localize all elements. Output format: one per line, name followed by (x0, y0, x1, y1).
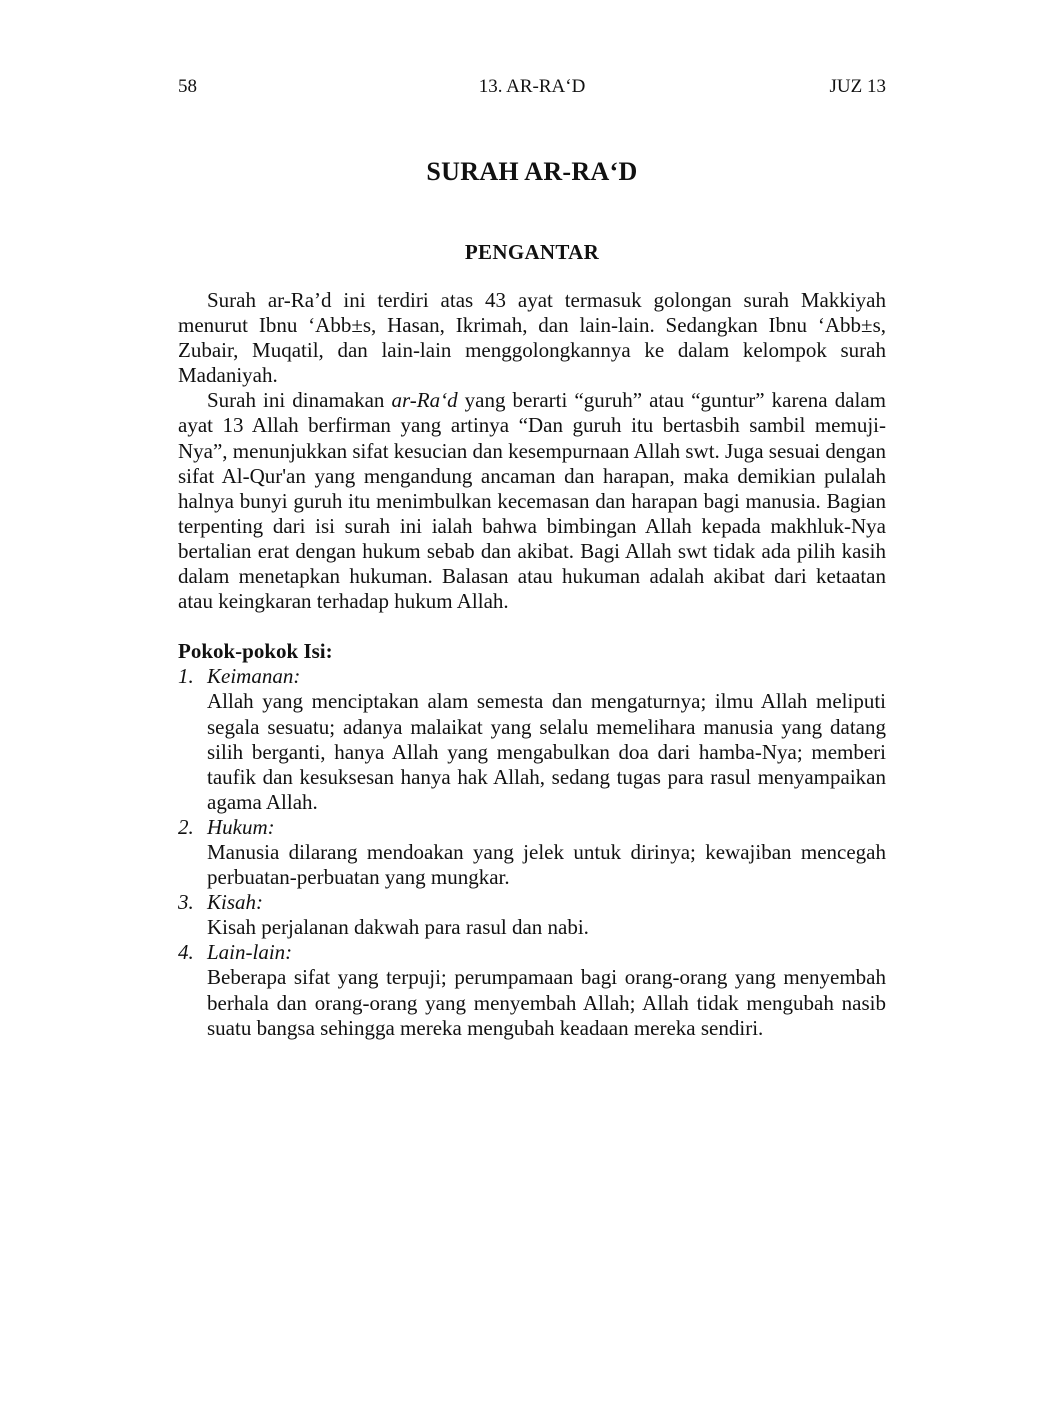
points-heading: Pokok-pokok Isi: (178, 639, 333, 664)
intro-paragraph-1: Surah ar-Ra’d ini terdiri atas 43 ayat termasuk golongan surah Makkiyah menurut Ibnu ‘Abb±s, Hasan, Ikrimah, dan lain-lain. Sedangkan Ibnu ‘Abb±s, Zubair, Muqatil, dan lain-lain menggolongkannya ke dalam kelompok surah Madaniyah. (178, 288, 886, 388)
list-item-label: Hukum: (207, 814, 275, 839)
list-item-head (178, 940, 886, 965)
section-title: PENGANTAR (464, 240, 600, 264)
list-item-label: Kisah: (207, 890, 264, 915)
list-item-head (178, 815, 886, 840)
list-item-head (178, 890, 886, 915)
body-text (178, 288, 886, 1041)
list-item-number: 2. (178, 814, 194, 839)
list-item-label: Keimanan: (207, 664, 301, 689)
list-item-text: Kisah perjalanan dakwah para rasul dan nabi. (207, 915, 589, 940)
running-header (178, 76, 886, 102)
intro-paragraph-2-rest: yang berarti “guruh” atau “guntur” karena dalam ayat 13 Allah berfirman yang artinya “Dan guruh itu bertasbih sambil memuji-Nya”, menunjukkan sifat kesucian dan kesempurnaan Allah swt. Juga sesuai dengan sifat Al-Qur'an yang mengandung ancaman dan harapan, maka demikian pulalah halnya bunyi guruh itu menimbulkan kecemasan dan harapan bagi manusia. Bagian terpenting dari isi surah ini ialah bahwa bimbingan Allah kepada makhluk-Nya bertalian erat dengan hukum sebab dan akibat. Bagi Allah swt tidak ada pilih kasih dalam menetapkan hukuman. Balasan atau hukuman adalah akibat dari ketaatan atau keingkaran terhadap hukum Allah. (178, 388, 887, 614)
list-item-text: Allah yang menciptakan alam semesta dan mengaturnya; ilmu Allah meliputi segala sesuatu; adanya malaikat yang selalu memelihara manusia yang datang silih berganti, hanya Allah yang mengabulkan doa dari hamba-Nya; memberi taufik dan kesuksesan hanya hak Allah, sedang tugas para rasul menyampaikan agama Allah. (207, 689, 886, 814)
list-item (178, 664, 886, 815)
juz-label: JUZ 13 (829, 76, 886, 97)
list-item-number: 3. (178, 890, 194, 915)
page-number: 58 (178, 76, 197, 97)
list-item-head (178, 664, 886, 689)
list-item-text: Beberapa sifat yang terpuji; perumpamaan bagi orang-orang yang menyembah berhala dan orang-orang yang menyembah Allah; Allah tidak mengubah nasib suatu bangsa sehingga mereka mengubah keadaan mereka sendiri. (207, 965, 886, 1040)
list-item (178, 890, 886, 940)
intro-paragraph-2 (178, 388, 886, 614)
page-title: SURAH AR-RA‘D (426, 157, 638, 186)
list-item-number: 4. (178, 940, 194, 965)
intro-paragraph-2-start: Surah ini dinamakan (207, 388, 392, 413)
list-item (178, 940, 886, 1040)
list-item-text: Manusia dilarang mendoakan yang jelek untuk dirinya; kewajiban mencegah perbuatan-perbuatan yang mungkar. (207, 839, 886, 890)
list-item-number: 1. (178, 664, 194, 689)
points-list (178, 664, 886, 1040)
surah-name-italic: ar-Ra‘d (391, 388, 458, 413)
list-item-label: Lain-lain: (207, 940, 293, 965)
list-item (178, 815, 886, 890)
chapter-label: 13. AR-RA‘D (478, 76, 586, 97)
